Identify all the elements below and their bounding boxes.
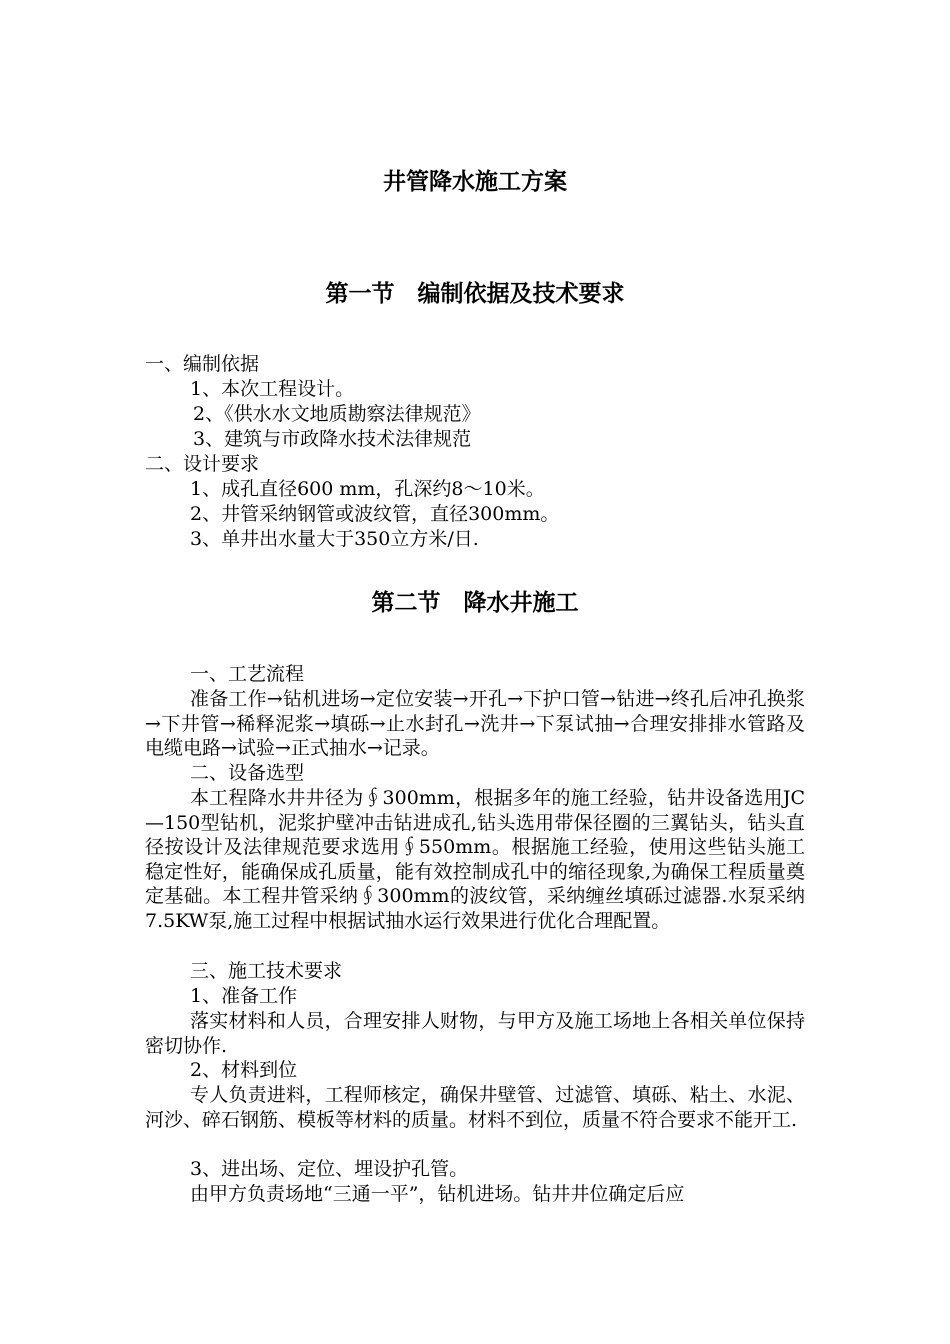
site-setup-heading: 3、进出场、定位、埋设护孔管。 (190, 1158, 469, 1180)
basis-item-2: 2、《供水水文地质勘察法律规范》 (193, 403, 481, 425)
materials-heading: 2、材料到位 (190, 1059, 298, 1081)
requirement-item-1: 1、成孔直径600 mm，孔深约8～10米。 (190, 478, 545, 500)
basis-item-3: 3、建筑与市政降水技术法律规范 (193, 428, 472, 450)
equipment-heading: 二、设备选型 (190, 762, 305, 784)
equipment-paragraph: 本工程降水井井径为∮300mm，根据多年的施工经验，钻井设备选用JC—150型钻机，泥浆护壁冲击钻进成孔,钻头选用带保径圈的三翼钻头，钻头直径按设计及法律规范要求选用∮550mm。根据施工经验，使用这些钻头施工稳定性好，能确保成孔质量，能有效控制成孔中的缩径现象,为确保工程质量奠定基础。本工程井管采纳∮300mm的波纹管，采纳缠丝填砾过滤器.水泵采纳7.5KW泵,施工过程中根据试抽水运行效果进行优化合理配置。 (145, 787, 805, 932)
section1-heading: 第一节 编制依据及技术要求 (325, 281, 625, 307)
preparation-heading: 1、准备工作 (190, 985, 298, 1007)
basis-heading: 一、编制依据 (145, 353, 260, 375)
requirement-item-2: 2、井管采纳钢管或波纹管，直径300mm。 (190, 503, 560, 525)
tech-requirements-heading: 三、施工技术要求 (190, 960, 343, 982)
process-heading: 一、工艺流程 (190, 663, 305, 685)
document-title: 井管降水施工方案 (383, 169, 567, 195)
preparation-paragraph: 落实材料和人员，合理安排人财物，与甲方及施工场地上各相关单位保持密切协作. (145, 1010, 805, 1057)
section2-heading: 第二节 降水井施工 (371, 590, 579, 616)
basis-item-1: 1、本次工程设计。 (190, 378, 355, 400)
requirement-item-3: 3、单井出水量大于350立方米/日. (190, 528, 479, 550)
materials-paragraph: 专人负责进料，工程师核定，确保井壁管、过滤管、填砾、粘土、水泥、河沙、碎石钢筋、模板等材料的质量。材料不到位，质量不符合要求不能开工. (145, 1084, 805, 1131)
requirements-heading: 二、设计要求 (145, 453, 260, 475)
process-paragraph: 准备工作→钻机进场→定位安装→开孔→下护口管→钻进→终孔后冲孔换浆→下井管→稀释泥浆→填砾→止水封孔→洗井→下泵试抽→合理安排排水管路及电缆电路→试验→正式抽水→记录。 (145, 688, 805, 759)
site-setup-paragraph: 由甲方负责场地“三通一平”，钻机进场。钻井井位确定后应 (190, 1183, 685, 1205)
